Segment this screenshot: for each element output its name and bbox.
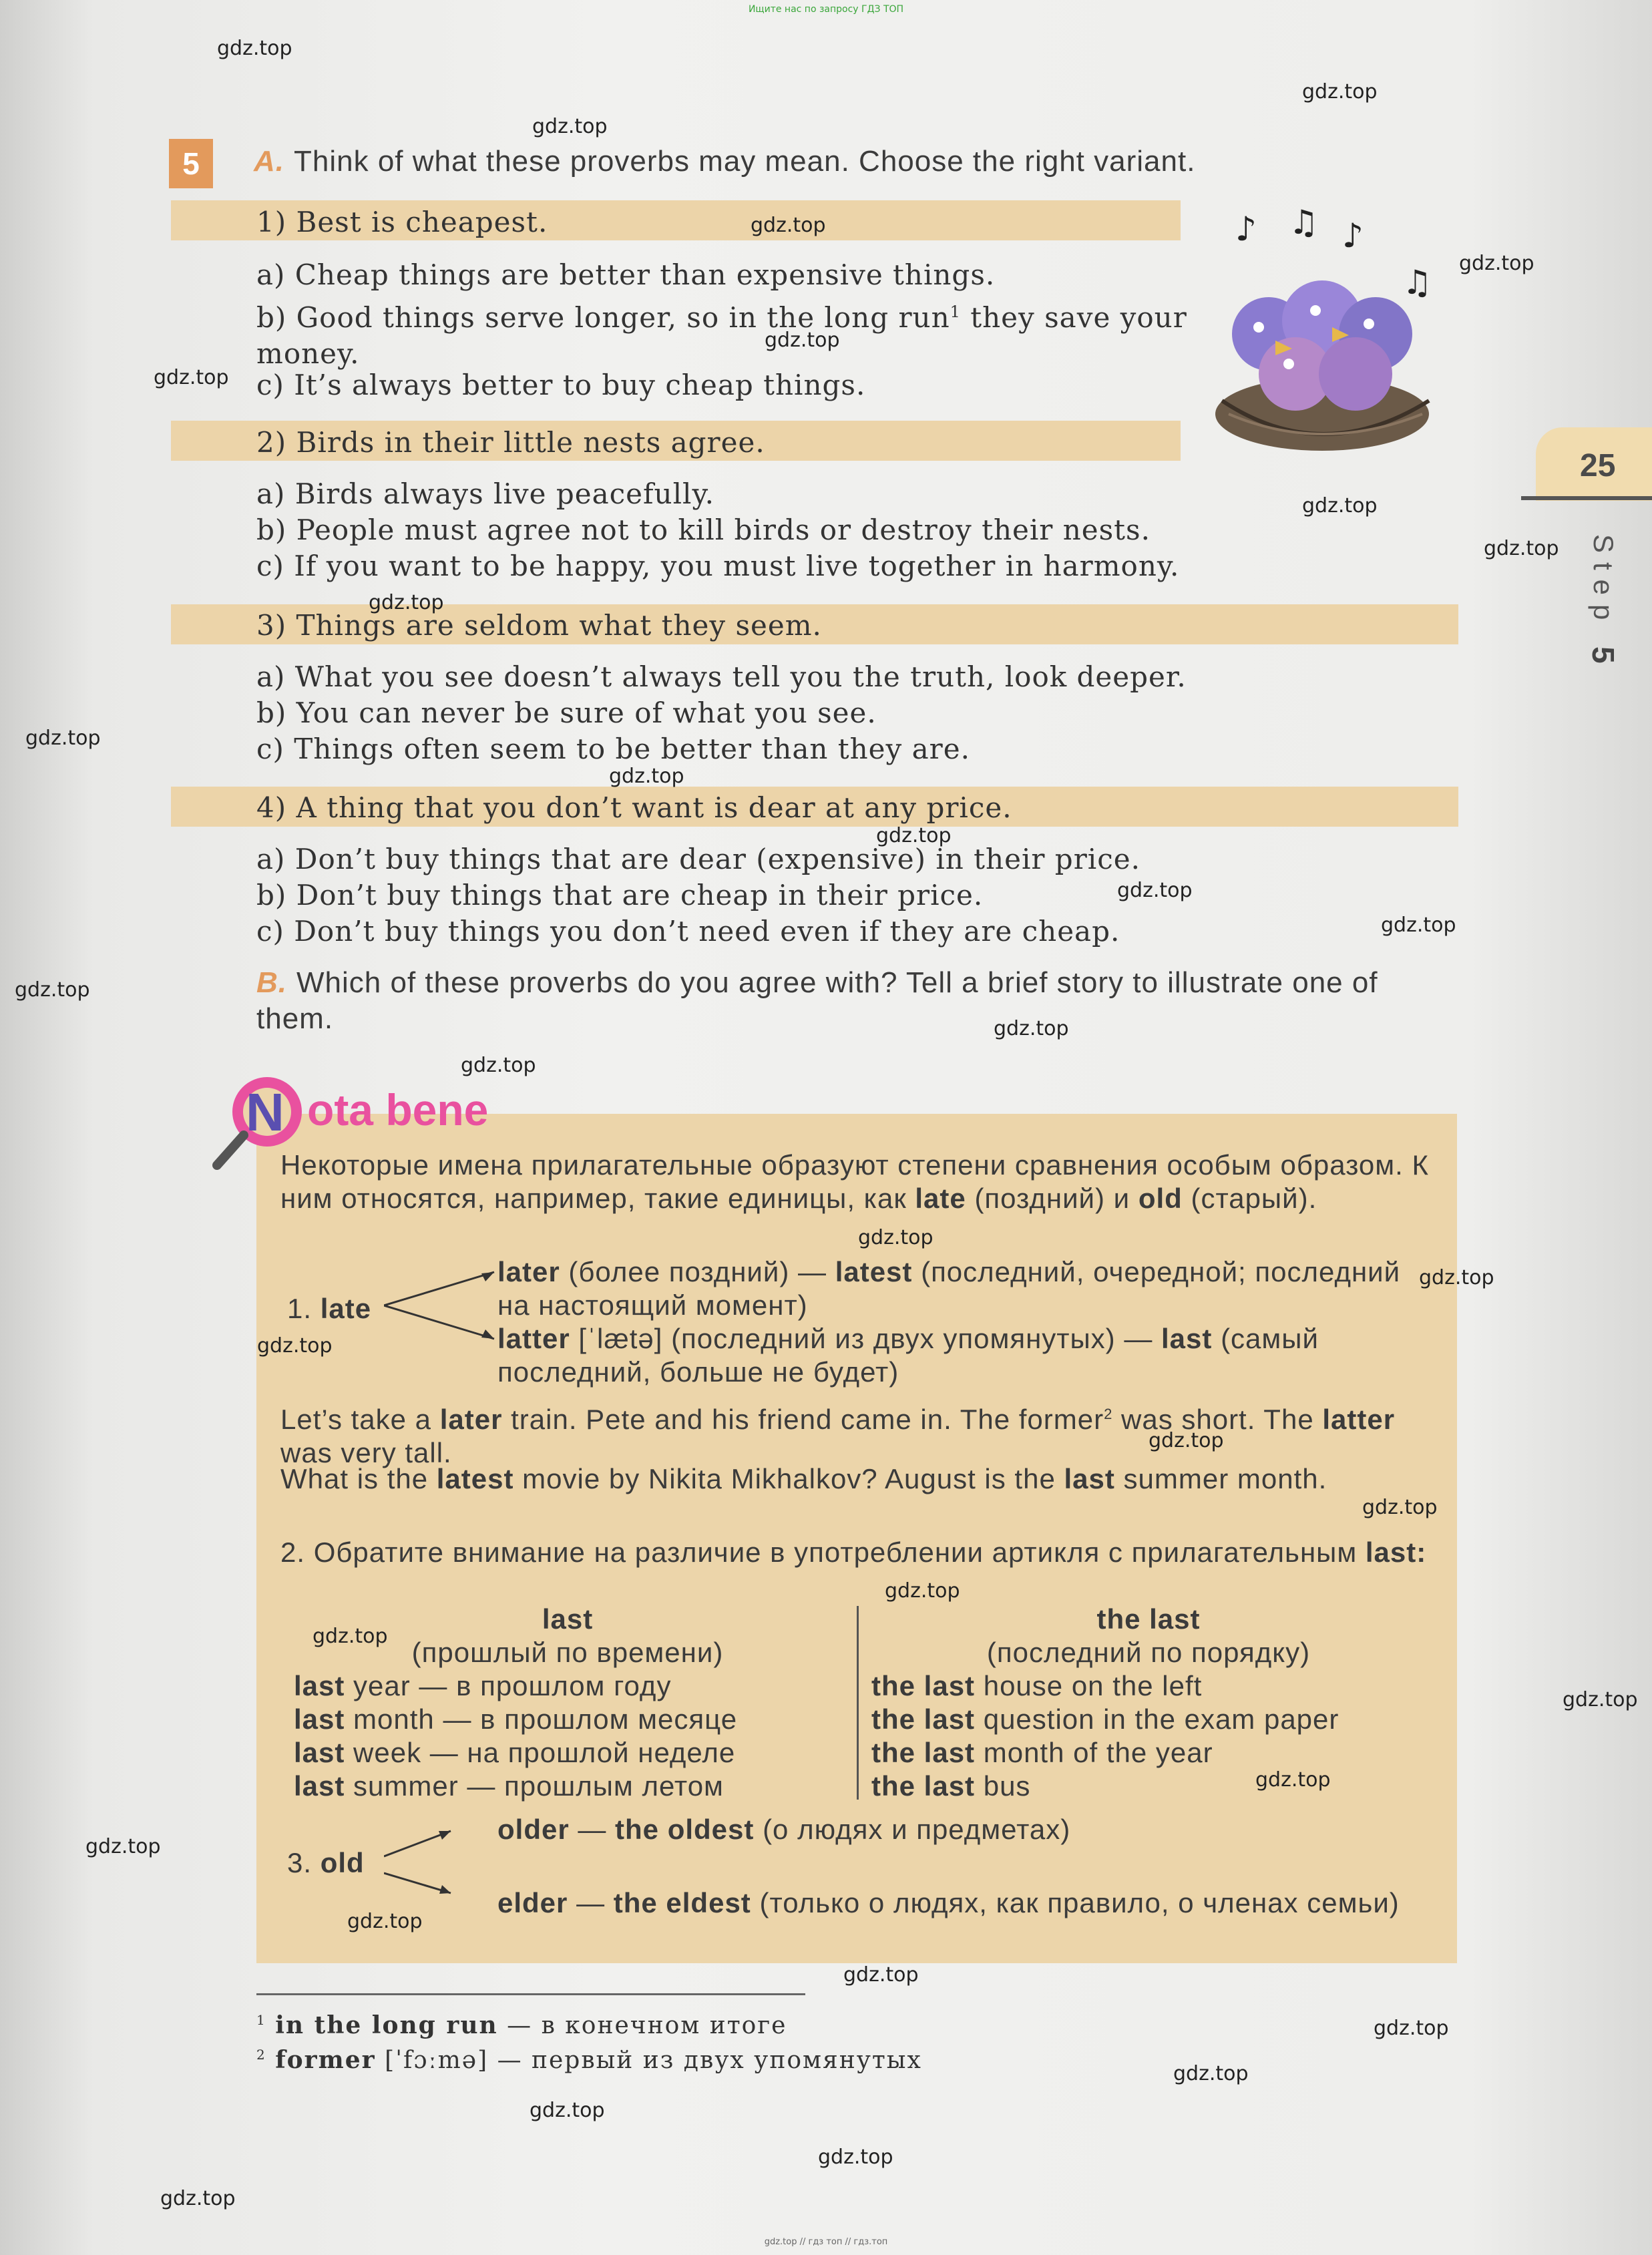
watermark: gdz.top bbox=[1117, 879, 1193, 902]
watermark: gdz.top bbox=[461, 1054, 536, 1077]
col-last-row-text: year — в прошлом году bbox=[353, 1670, 672, 1701]
exercise-number: 5 bbox=[169, 139, 213, 188]
nb-intro-p1: Некоторые имена прилагательные образуют степени сравнения особым образом. К ним относятся, например, такие единицы, как bbox=[280, 1149, 1429, 1214]
nb-older-t1: — bbox=[578, 1814, 607, 1845]
col-the-last-head bbox=[868, 1603, 1429, 1669]
proverb-3: 3) Things are seldom what they seem. bbox=[256, 609, 822, 642]
nb-later-t2: (последний, очередной; последний на настоящий момент) bbox=[497, 1256, 1401, 1321]
step-label bbox=[1581, 534, 1621, 673]
nb-ex2-d: last bbox=[1064, 1463, 1115, 1494]
footnote-2-num: 2 bbox=[256, 2047, 266, 2063]
proverb-2-option-c: c) If you want to be happy, you must live together in harmony. bbox=[256, 550, 1180, 582]
nb-point-2 bbox=[280, 1536, 1432, 1569]
nb-intro-p2: (поздний) и bbox=[974, 1183, 1130, 1214]
footnote-2 bbox=[256, 2046, 922, 2074]
col-last-row-text: week — на прошлой неделе bbox=[353, 1737, 736, 1768]
bottom-note: gdz.top // гдз топ // гдз.топ bbox=[764, 2237, 888, 2247]
col-the-last-sub: (последний по порядку) bbox=[986, 1637, 1311, 1668]
nb-later-t1: (более поздний) — bbox=[568, 1256, 827, 1287]
svg-text:♪: ♪ bbox=[1235, 210, 1257, 248]
col-last-row bbox=[294, 1669, 855, 1703]
nb-intro bbox=[280, 1149, 1432, 1215]
nb-late-word: late bbox=[320, 1293, 372, 1324]
watermark: gdz.top bbox=[160, 2187, 236, 2210]
svg-text:♫: ♫ bbox=[1289, 203, 1319, 242]
nb-older-w1: older bbox=[497, 1814, 570, 1845]
nb-older-line bbox=[497, 1813, 1432, 1846]
task-a bbox=[254, 144, 1456, 180]
watermark: gdz.top bbox=[85, 1835, 161, 1858]
watermark: gdz.top bbox=[15, 978, 90, 1002]
watermark: gdz.top bbox=[843, 1963, 919, 1987]
col-last-row-bold: last bbox=[294, 1770, 345, 1802]
proverb-1-option-b bbox=[256, 294, 1191, 372]
nb-point2-text: 2. Обратите внимание на различие в употреблении артикля с прилагательным bbox=[280, 1536, 1358, 1568]
step-label-number: 5 bbox=[1586, 646, 1621, 673]
late-arrows bbox=[384, 1265, 504, 1346]
footnote-1-num: 1 bbox=[256, 2012, 266, 2028]
nb-ex1-b: later bbox=[439, 1404, 503, 1435]
watermark: gdz.top bbox=[609, 765, 684, 788]
col-the-last-row-bold: the last bbox=[871, 1737, 976, 1768]
nb-elder-t2: (только о людях, как правило, о членах семьи) bbox=[759, 1887, 1400, 1918]
svg-text:♫: ♫ bbox=[1402, 263, 1432, 302]
nb-intro-w1: late bbox=[915, 1183, 966, 1214]
proverb-4-option-b: b) Don’t buy things that are cheap in their price. bbox=[256, 879, 984, 911]
col-last-title: last bbox=[542, 1603, 594, 1635]
col-the-last-row-bold: the last bbox=[871, 1670, 976, 1701]
col-last-row bbox=[294, 1736, 855, 1770]
nb-examples-2 bbox=[280, 1462, 1432, 1496]
watermark: gdz.top bbox=[530, 2099, 605, 2122]
nb-ex2-b: latest bbox=[436, 1463, 514, 1494]
proverb-1: 1) Best is cheapest. bbox=[256, 206, 548, 238]
proverb-2-option-b: b) People must agree not to kill birds or destroy their nests. bbox=[256, 514, 1151, 546]
watermark: gdz.top bbox=[25, 727, 101, 750]
nb-latter-line bbox=[497, 1322, 1432, 1389]
col-the-last-row-text: month of the year bbox=[983, 1737, 1213, 1768]
col-last-rows bbox=[294, 1669, 855, 1803]
watermark: gdz.top bbox=[751, 214, 826, 237]
nb-ex1-a: Let’s take a bbox=[280, 1404, 432, 1435]
watermark: gdz.top bbox=[885, 1579, 960, 1603]
watermark: gdz.top bbox=[1302, 494, 1378, 518]
watermark: gdz.top bbox=[1484, 537, 1559, 560]
watermark: gdz.top bbox=[1381, 913, 1456, 937]
watermark: gdz.top bbox=[532, 115, 608, 138]
proverb-1-option-a: a) Cheap things are better than expensive things. bbox=[256, 258, 996, 291]
col-last-row bbox=[294, 1770, 855, 1803]
step-label-word: Step bbox=[1588, 534, 1619, 630]
task-a-text: Think of what these proverbs may mean. Choose the right variant. bbox=[294, 145, 1196, 178]
page-number: 25 bbox=[1580, 448, 1616, 483]
watermark: gdz.top bbox=[1459, 252, 1534, 275]
watermark: gdz.top bbox=[257, 1334, 333, 1358]
proverb-2-option-a: a) Birds always live peacefully. bbox=[256, 477, 714, 510]
watermark: gdz.top bbox=[818, 2145, 893, 2169]
task-b bbox=[256, 965, 1458, 1037]
top-search-note: Ищите нас по запросу ГДЗ ТОП bbox=[748, 4, 904, 15]
nb-latter-w1: latter bbox=[497, 1323, 570, 1354]
col-the-last-row-text: question in the exam paper bbox=[983, 1703, 1339, 1735]
footnote-2-term: former bbox=[275, 2046, 376, 2074]
nb-elder-w1: elder bbox=[497, 1887, 568, 1918]
singing-birds-nest-illustration bbox=[1209, 200, 1462, 467]
col-last-row-bold: last bbox=[294, 1703, 345, 1735]
col-the-last-row bbox=[871, 1770, 1446, 1803]
nb-ex2-c: movie by Nikita Mikhalkov? August is the bbox=[522, 1463, 1056, 1494]
watermark: gdz.top bbox=[1563, 1688, 1638, 1711]
nb-late-label bbox=[287, 1292, 371, 1325]
col-last-row bbox=[294, 1703, 855, 1736]
nb-later-w2: latest bbox=[835, 1256, 913, 1287]
watermark: gdz.top bbox=[369, 591, 444, 614]
task-b-text: Which of these proverbs do you agree with? Tell a brief story to illustrate one of them. bbox=[256, 966, 1378, 1035]
proverb-3-option-c: c) Things often seem to be better than they are. bbox=[256, 733, 970, 765]
footnote-ref-1: 1 bbox=[950, 302, 961, 321]
nb-later-w1: later bbox=[497, 1256, 560, 1287]
nb-older-t2: (о людях и предметах) bbox=[763, 1814, 1071, 1845]
nb-ex1-d: was short. The bbox=[1121, 1404, 1314, 1435]
proverb-1-option-c: c) It’s always better to buy cheap things. bbox=[256, 369, 866, 401]
nb-older-w2: the oldest bbox=[615, 1814, 755, 1845]
footnote-2-def: [ˈfɔːmə] — первый из двух упомянутых bbox=[385, 2047, 922, 2074]
nb-old-label bbox=[287, 1846, 365, 1880]
footnote-1 bbox=[256, 2011, 787, 2039]
nb-point2-word: last: bbox=[1365, 1536, 1427, 1568]
old-arrows bbox=[384, 1823, 461, 1903]
nb-latter-w2: last bbox=[1161, 1323, 1213, 1354]
watermark: gdz.top bbox=[217, 37, 292, 60]
col-last-row-text: month — в прошлом месяце bbox=[353, 1703, 738, 1735]
proverb-3-option-a: a) What you see doesn’t always tell you the truth, look deeper. bbox=[256, 660, 1187, 693]
col-last-row-text: summer — прошлым летом bbox=[353, 1770, 724, 1802]
col-the-last-row bbox=[871, 1736, 1446, 1770]
nb-late-num: 1. bbox=[287, 1293, 313, 1324]
watermark: gdz.top bbox=[1149, 1429, 1224, 1452]
nb-later-line bbox=[497, 1255, 1432, 1322]
task-a-letter: A. bbox=[254, 145, 284, 178]
watermark: gdz.top bbox=[994, 1017, 1069, 1040]
nb-elder-w2: the eldest bbox=[613, 1887, 751, 1918]
page-number-rule bbox=[1521, 496, 1652, 500]
nota-bene-logo-text: ota bene bbox=[307, 1085, 489, 1135]
nb-intro-w2: old bbox=[1138, 1183, 1183, 1214]
nb-elder-t1: — bbox=[576, 1887, 606, 1918]
nb-latter-t1: [ˈlætə] (последний из двух упомянутых) — bbox=[578, 1323, 1153, 1354]
col-last-row-bold: last bbox=[294, 1737, 345, 1768]
watermark: gdz.top bbox=[1302, 80, 1378, 104]
watermark: gdz.top bbox=[765, 329, 840, 352]
nb-ex2-a: What is the bbox=[280, 1463, 429, 1494]
proverb-2: 2) Birds in their little nests agree. bbox=[256, 426, 765, 459]
proverb-4-option-c: c) Don’t buy things you don’t need even if they are cheap. bbox=[256, 915, 1120, 948]
watermark: gdz.top bbox=[313, 1625, 388, 1648]
nb-ex1-e: latter bbox=[1322, 1404, 1396, 1435]
col-the-last-row-text: house on the left bbox=[983, 1670, 1203, 1701]
nb-elder-line bbox=[497, 1886, 1432, 1920]
nb-old-word: old bbox=[320, 1847, 365, 1878]
nb-intro-p3: (старый). bbox=[1191, 1183, 1317, 1214]
footnote-1-def: — в конечном итоге bbox=[507, 2012, 787, 2039]
nb-ex1-f: was very tall. bbox=[280, 1437, 452, 1468]
col-the-last-rows bbox=[871, 1669, 1446, 1803]
watermark: gdz.top bbox=[347, 1910, 423, 1933]
proverb-4-option-a: a) Don’t buy things that are dear (expensive) in their price. bbox=[256, 843, 1141, 875]
watermark: gdz.top bbox=[1362, 1496, 1438, 1519]
col-the-last-title: the last bbox=[1096, 1603, 1201, 1635]
proverb-3-option-b: b) You can never be sure of what you see. bbox=[256, 696, 877, 729]
nb-examples-1 bbox=[280, 1398, 1432, 1470]
nb-old-num: 3. bbox=[287, 1847, 313, 1878]
svg-text:N: N bbox=[246, 1082, 284, 1142]
col-last-row-bold: last bbox=[294, 1670, 345, 1701]
col-the-last-row-bold: the last bbox=[871, 1703, 976, 1735]
col-the-last-row-text: bus bbox=[983, 1770, 1031, 1802]
proverb-4: 4) A thing that you don’t want is dear at any price. bbox=[256, 791, 1012, 824]
footnote-1-term: in the long run bbox=[275, 2011, 498, 2039]
footnote-ref-2: 2 bbox=[1104, 1406, 1113, 1422]
col-the-last-row bbox=[871, 1669, 1446, 1703]
svg-text:♪: ♪ bbox=[1342, 216, 1364, 255]
col-last-sub: (прошлый по времени) bbox=[411, 1637, 724, 1668]
watermark: gdz.top bbox=[1173, 2062, 1249, 2085]
watermark: gdz.top bbox=[858, 1226, 934, 1249]
column-divider bbox=[857, 1606, 859, 1800]
nb-latter-t2: (самый последний, больше не будет) bbox=[497, 1323, 1319, 1388]
nb-ex2-e: summer month. bbox=[1123, 1463, 1327, 1494]
col-the-last-row-bold: the last bbox=[871, 1770, 976, 1802]
proverb-1-option-b-end: they save your money. bbox=[256, 301, 1187, 370]
watermark: gdz.top bbox=[1374, 2017, 1449, 2040]
watermark: gdz.top bbox=[154, 366, 229, 389]
watermark: gdz.top bbox=[1419, 1266, 1494, 1289]
footnote-rule bbox=[256, 1993, 805, 1995]
task-b-letter: B. bbox=[256, 966, 287, 999]
nb-ex1-c: train. Pete and his friend came in. The former bbox=[511, 1404, 1104, 1435]
watermark: gdz.top bbox=[1255, 1768, 1331, 1792]
watermark: gdz.top bbox=[876, 824, 952, 847]
proverb-1-option-b-text: b) Good things serve longer, so in the long run bbox=[256, 301, 950, 334]
col-the-last-row bbox=[871, 1703, 1446, 1736]
